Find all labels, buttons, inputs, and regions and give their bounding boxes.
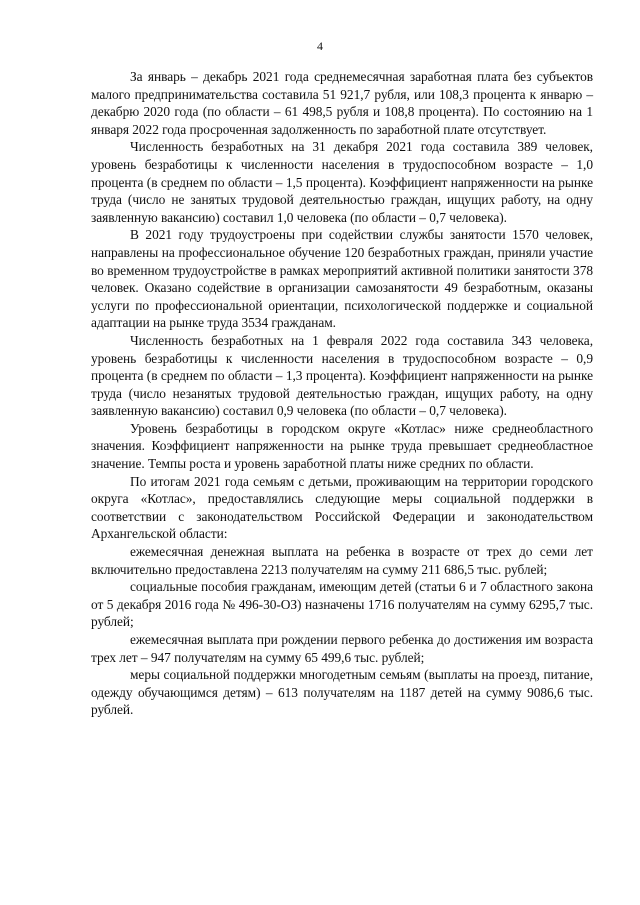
page-number: 4	[317, 39, 323, 53]
paragraph-salary: За январь – декабрь 2021 года среднемесячная заработная плата без субъектов малого предпринимательства составила 51 921,7 рубля, или 108,3 процента к январю – декабрю 2020 года (по области – 61 498,5 рубля и 108,8 процента). По состоянию на 1 января 2022 года просроченная задолженность по заработной плате отсутствует.	[91, 69, 593, 137]
list-item-first-child-payment: ежемесячная выплата при рождении первого ребенка до достижения им возраста трех лет – 947 получателям на сумму 65 499,6 тыс. рублей;	[91, 632, 593, 665]
paragraph-unemployment-comparison: Уровень безработицы в городском округе «Котлас» ниже среднеобластного значения. Коэффициент напряженности на рынке труда превышает среднеобластное значение. Темпы роста и уровень заработной платы ниже средних по области.	[91, 420, 593, 472]
list-item-social-benefits: социальные пособия гражданам, имеющим детей (статьи 6 и 7 областного закона от 5 декабря 2016 года № 496-30-ОЗ) назначены 1716 получателям на сумму 6295,7 тыс. рублей;	[91, 579, 593, 630]
document-body	[91, 68, 593, 719]
list-item-monthly-payment: ежемесячная денежная выплата на ребенка в возрасте от трех до семи лет включительно предоставлена 2213 получателям на сумму 211 686,5 тыс. рублей;	[91, 544, 593, 577]
list-item-large-family-support: меры социальной поддержки многодетным семьям (выплаты на проезд, питание, одежду обучающимся детям) – 613 получателям на 1187 детей на сумму 9086,6 тыс. рублей.	[91, 667, 593, 718]
paragraph-unemployment-december: Численность безработных на 31 декабря 2021 года составила 389 человек, уровень безработицы к численности населения в трудоспособном возрасте – 1,0 процента (в среднем по области – 1,5 процента). Коэффициент напряженности на рынке труда (число не занятых трудовой деятельностью граждан, ищущих работу, на одну заявленную вакансию) составил 1,0 человека (по области – 0,7 человека).	[91, 139, 593, 225]
paragraph-social-support-intro: По итогам 2021 года семьям с детьми, проживающим на территории городского округа «Котлас», предоставлялись следующие меры социальной поддержки в соответствии с законодательством Российской Федерации и законодательством Архангельской области:	[91, 473, 593, 542]
paragraph-unemployment-february: Численность безработных на 1 февраля 2022 года составила 343 человека, уровень безработицы к численности населения в трудоспособном возрасте – 0,9 процента (в среднем по области – 1,3 процента). Коэффициент напряженности на рынке труда (число незанятых трудовой деятельностью граждан, ищущих работу, на одну заявленную вакансию) составил 0,9 человека (по области – 0,7 человека).	[91, 332, 593, 419]
paragraph-employment-service: В 2021 году трудоустроены при содействии службы занятости 1570 человек, направлены на профессиональное обучение 120 безработных граждан, приняли участие во временном трудоустройстве в рамках мероприятий активной политики занятости 378 человек. Оказано содействие в организации самозанятости 49 безработным, оказаны услуги по профессиональной ориентации, психологической поддержке и социальной адаптации на рынке труда 3534 гражданам.	[91, 227, 593, 331]
